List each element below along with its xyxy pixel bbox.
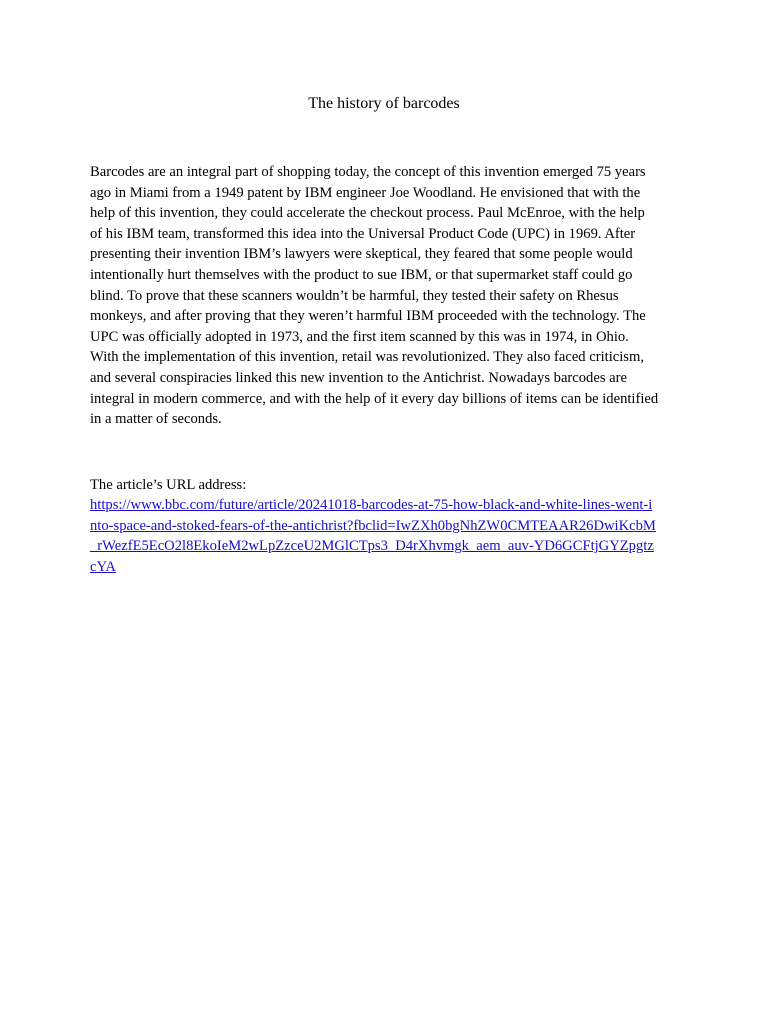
- paragraph-line: in a matter of seconds.: [90, 411, 222, 428]
- paragraph-line: integral in modern commerce, and with the help of it every day billions of items can be identified: [90, 390, 659, 407]
- paragraph-line: and several conspiracies linked this new invention to the Antichrist. Nowadays barcodes are: [90, 369, 627, 386]
- paragraph-line: blind. To prove that these scanners wouldn’t be harmful, they tested their safety on Rhesus: [90, 287, 619, 304]
- url-link-line[interactable]: nto-space-and-stoked-fears-of-the-antichrist?fbclid=IwZXh0bgNhZW0CMTEAAR26DwiKcbM: [90, 517, 656, 534]
- url-link-line[interactable]: cYA: [90, 558, 116, 575]
- paragraph-line: presenting their invention IBM’s lawyers were skeptical, they feared that some people would: [90, 246, 633, 263]
- paragraph-line: intentionally hurt themselves with the product to sue IBM, or that supermarket staff could go: [90, 266, 633, 283]
- url-link-line[interactable]: https://www.bbc.com/future/article/20241018-barcodes-at-75-how-black-and-white-lines-went-i: [90, 497, 653, 513]
- paragraph-line: of his IBM team, transformed this idea into the Universal Product Code (UPC) in 1969. After: [90, 225, 636, 242]
- paragraph-line: monkeys, and after proving that they weren’t harmful IBM proceeded with the technology. The: [90, 308, 646, 325]
- page-title: The history of barcodes: [308, 95, 460, 112]
- url-link-line[interactable]: _rWezfE5EcO2l8EkoIeM2wLpZzceU2MGlCTps3_D4rXhvmgk_aem_auv-YD6GCFtjGYZpgtz: [90, 538, 654, 555]
- paragraph-line: With the implementation of this invention, retail was revolutionized. They also faced criticism,: [90, 349, 644, 366]
- paragraph-line: help of this invention, they could accelerate the checkout process. Paul McEnroe, with the help: [90, 205, 645, 222]
- article-url-link[interactable]: [90, 495, 690, 577]
- article-paragraph: [90, 162, 682, 430]
- paragraph-line: UPC was officially adopted in 1973, and the first item scanned by this was in 1974, in Ohio.: [90, 328, 629, 345]
- paragraph-line: Barcodes are an integral part of shopping today, the concept of this invention emerged 75 years: [90, 164, 646, 180]
- paragraph-line: ago in Miami from a 1949 patent by IBM engineer Joe Woodland. He envisioned that with the: [90, 184, 641, 201]
- url-label: The article’s URL address:: [90, 477, 247, 493]
